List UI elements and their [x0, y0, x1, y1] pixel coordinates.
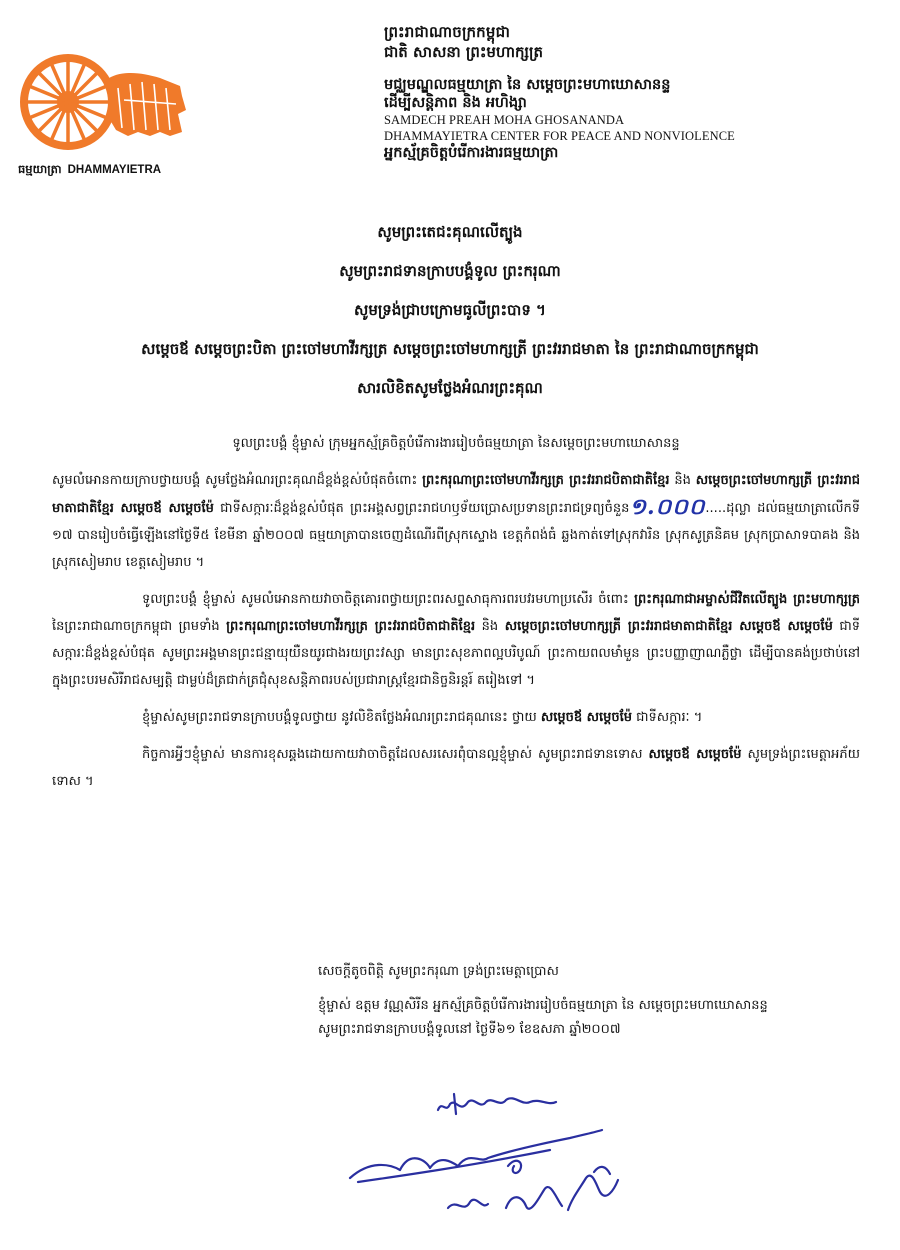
paragraph-4 — [52, 741, 860, 795]
closing-line-3: សូមព្រះរាជទានក្រាបបង្គំទូលនៅ ថ្ងៃទី៦១ ខែឧសភា ឆ្នាំ២០០៧ — [318, 1022, 621, 1037]
dhammayietra-logo — [10, 40, 190, 190]
p3-text-b: ជាទីសក្ការៈ ។ — [632, 710, 703, 725]
p3-text-a: ខ្ញុំម្ចាស់សូមព្រះរាជទានក្រាបបង្គំទូលថ្វាយ នូវលិខិតថ្លែងអំណរព្រះរាជគុណនេះ ថ្វាយ — [142, 710, 541, 725]
national-motto: ជាតិ សាសនា ព្រះមហាក្សត្រ — [384, 43, 543, 61]
org-name-khmer: មជ្ឈមណ្ឌលធម្មយាត្រា នៃ សម្តេចព្រះមហាឃោសានន្ទ — [384, 77, 671, 93]
p2-text-c: និង — [475, 619, 505, 634]
p2-text-b: នៃព្រះរាជាណាចក្រកម្ពុជា ព្រមទាំង — [52, 619, 227, 634]
p1-text-a: សូមលំអោនកាយក្រាបថ្វាយបង្គំ សូមថ្លែងអំណរព្រះគុណដ៏ខ្ពង់ខ្ពស់បំផុតចំពោះ — [52, 473, 423, 488]
closing-line-2: ខ្ញុំម្ចាស់ ឧត្តម វណ្ណសិរីន អ្នកស្ម័គ្រចិត្តបំរើការងាររៀបចំធម្មយាត្រា នៃ សម្តេចព្រះមហាឃោសានន្ទ — [318, 998, 768, 1013]
paragraph-3 — [52, 704, 860, 731]
logo-caption-khmer: ធម្មយាត្រា — [18, 164, 62, 176]
salutation-line-4: សម្តេចឪ សម្តេចព្រះបិតា ព្រះចៅមហាវីរក្សត្រ សម្តេចព្រះចៅមហាក្សត្រី ព្រះវររាជមាតា នៃ ព្រះរាជាណាចក្រកម្ពុជា — [141, 340, 759, 358]
paragraph-2 — [52, 586, 860, 694]
org-name-english: SAMDECH PREAH MOHA GHOSANANDA — [384, 113, 625, 127]
dharma-wheel-icon — [10, 40, 190, 160]
p4-bold: សម្តេចឪ សម្តេចម៉ែ — [648, 747, 742, 762]
letter-body — [52, 430, 860, 805]
letter-subject: សារលិខិតសូមថ្លែងអំណរព្រះគុណ — [357, 379, 543, 397]
logo-caption-english: DHAMMAYIETRA — [67, 164, 162, 176]
salutation-line-1: សូមព្រះតេជះគុណលើត្បូង — [377, 223, 523, 241]
salutation-block — [0, 222, 900, 419]
p1-text-b: និង — [669, 473, 696, 488]
p1-text-d: .....ដុល្លា ដល់ធម្មយាត្រាលើកទី ១៧ បានរៀបចំធ្វើឡើងនៅថ្ងៃទី៥ ខែមីនា ឆ្នាំ២០០៧ ធម្មយាត្រាបានចេញដំណើរពីស្រុកស្ទោង ខេត្តកំពង់ធំ ឆ្លងកាត់ទៅស្រុកវារិន ស្រុកសូត្រនិគម ស្រុកប្រាសាទបាគង និងស្រុកសៀមរាប ខេត្តសៀមរាប ។ — [52, 501, 860, 570]
handwritten-signature — [330, 1080, 730, 1240]
p1-text-c: ជាទីសក្ការៈដ៏ខ្ពង់ខ្ពស់បំផុត ព្រះអង្គសព្វព្រះរាជហឫទ័យប្រោសប្រទានព្រះរាជទ្រព្យចំនួន — [213, 501, 630, 516]
p2-bold-1: ព្រះករុណាជាអម្ចាស់ជីវិតលើត្បូង ព្រះមហាក្សត្រ — [634, 592, 860, 607]
signature-drawing — [330, 1080, 730, 1240]
salutation-line-3: សូមទ្រង់ជ្រាបក្រោមធូលីព្រះបាទ ។ — [354, 301, 546, 319]
p2-text-a: ទូលព្រះបង្គំ ខ្ញុំម្ចាស់ សូមលំអោនកាយវាចាចិត្តគោរពថ្វាយព្រះពរសព្ទសាធុការពរបវរមហាប្រសើរ ចំពោះ — [142, 592, 635, 607]
p3-bold: សម្តេចឪ សម្តេចម៉ែ — [540, 710, 633, 725]
closing-block — [318, 960, 878, 1042]
p2-text-d: ជាទីសក្ការៈដ៏ខ្ពង់ខ្ពស់បំផុត សូមព្រះអង្គមានព្រះជន្មាយុយឺនយូរជាងរយព្រះវស្សា មានព្រះសុខភាពល្អបរិបូណ៍ ព្រះកាយពលមាំមួន ព្រះបញ្ញាញាណភ្លឺថ្លា ដើម្បីបានគង់ប្រថាប់នៅក្នុងព្រះបរមសិរីរាជសម្បត្តិ ជាម្លប់ដ៏ត្រជាក់ត្រជុំសុខសន្តិភាពរបស់ប្រជារាស្ត្រខ្មែរជានិច្ចនិរន្តរ៍ តរៀងទៅ ។ — [52, 619, 860, 688]
p4-text-a: កិច្ចការអ្វីៗខ្ញុំម្ចាស់ មានការខុសឆ្គងដោយកាយវាចាចិត្តដែលសរសេរពុំបានល្អខ្ញុំម្ចាស់ សូមព្រះរាជទានទោស — [142, 747, 649, 762]
handwritten-amount: ១.០០០ — [629, 494, 706, 520]
kingdom-title: ព្រះរាជាណាចក្រកម្ពុជា — [384, 23, 511, 41]
org-subtitle-khmer: ដើម្បីសន្តិភាព និង អហិង្សា — [384, 95, 527, 111]
logo-caption — [18, 162, 208, 179]
p1-bold-1: ព្រះករុណាព្រះចៅមហាវីរក្សត្រ ព្រះវររាជបិតាជាតិខ្មែរ — [422, 473, 670, 488]
p1-bold-2: សម្តេចព្រះចៅមហាក្សត្រី ព្រះវររាជមាតាជាតិខ្មែរ សម្តេចឪ សម្តេចម៉ែ — [52, 473, 860, 516]
p2-bold-2: ព្រះករុណាព្រះចៅមហាវីរក្សត្រ ព្រះវររាជបិតាជាតិខ្មែរ — [226, 619, 476, 634]
intro-paragraph: ទូលព្រះបង្គំ ខ្ញុំម្ចាស់ ក្រុមអ្នកស្ម័គ្រចិត្តបំរើការងាររៀបចំធម្មយាត្រា នៃសម្តេចព្រះមហាឃោសានន្ទ — [232, 436, 680, 451]
org-subtitle-english: DHAMMAYIETRA CENTER FOR PEACE AND NONVIOLENCE — [384, 129, 735, 143]
closing-line-1: សេចក្តីតូចពិត្តិ សូមព្រះករុណា ទ្រង់ព្រះមេត្តាប្រោស — [318, 964, 559, 979]
p4-text-b: សូមទ្រង់ព្រះមេត្តាអភ័យទោស ។ — [52, 747, 860, 789]
letterhead — [384, 22, 784, 162]
salutation-line-2: សូមព្រះរាជទានក្រាបបង្គំទូល ព្រះករុណា — [339, 262, 561, 280]
p2-bold-3: សម្តេចព្រះចៅមហាក្សត្រី ព្រះវររាជមាតាជាតិខ្មែរ សម្តេចឪ សម្តេចម៉ែ — [504, 619, 833, 634]
paragraph-1 — [52, 467, 860, 576]
volunteer-line: អ្នកស្ម័គ្រចិត្តបំរើការងារធម្មយាត្រា — [384, 145, 559, 161]
